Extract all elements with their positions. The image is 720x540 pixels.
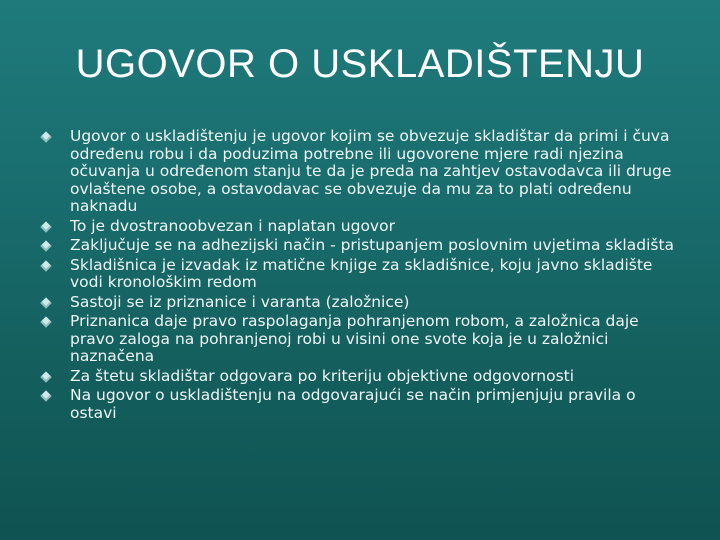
bullet-text: Na ugovor o uskladištenju na odgovarajući se način primjenjuju pravila o ostavi	[70, 386, 636, 422]
list-item	[40, 218, 680, 236]
bullet-text: Zaključuje se na adhezijski način - pristupanjem poslovnim uvjetima skladišta	[70, 236, 675, 254]
slide-title: UGOVOR O USKLADIŠTENJU	[75, 42, 645, 86]
list-item	[40, 294, 680, 312]
list-item	[40, 313, 680, 366]
list-item	[40, 257, 680, 292]
list-item	[40, 387, 680, 422]
list-item	[40, 368, 680, 386]
bullet-text: Skladišnica je izvadak iz matične knjige za skladišnice, koju javno skladište vodi kronološkim redom	[70, 255, 653, 291]
diamond-bullet-icon	[40, 371, 51, 382]
diamond-bullet-icon	[40, 260, 51, 271]
diamond-bullet-icon	[40, 131, 51, 142]
diamond-bullet-icon	[40, 240, 51, 251]
diamond-bullet-icon	[40, 297, 51, 308]
list-item	[40, 128, 680, 216]
bullet-text: To je dvostranoobvezan i naplatan ugovor	[70, 216, 395, 235]
bullet-text: Za štetu skladištar odgovara po kriteriju objektivne odgovornosti	[70, 366, 575, 385]
diamond-bullet-icon	[40, 390, 51, 401]
bullet-list	[40, 128, 680, 424]
diamond-bullet-icon	[40, 221, 51, 232]
bullet-text: Ugovor o uskladištenju je ugovor kojim se obvezuje skladištar da primi i čuva određenu robu i da poduzima potrebne ili ugovorene mjere radi njezina očuvanja u određenom stanju te da je preda na zahtjev ostavodavca ili druge ovlaštene osobe, a ostavodavac se obvezuje da mu za to plati određenu naknadu	[70, 127, 672, 215]
bullet-text: Sastoji se iz priznanice i varanta (založnice)	[70, 292, 410, 311]
list-item	[40, 237, 680, 255]
bullet-text: Priznanica daje pravo raspolaganja pohranjenom robom, a založnica daje pravo zaloga na pohranjenoj robi u visini one svote koja je u založnici naznačena	[70, 312, 639, 365]
diamond-bullet-icon	[40, 316, 51, 327]
